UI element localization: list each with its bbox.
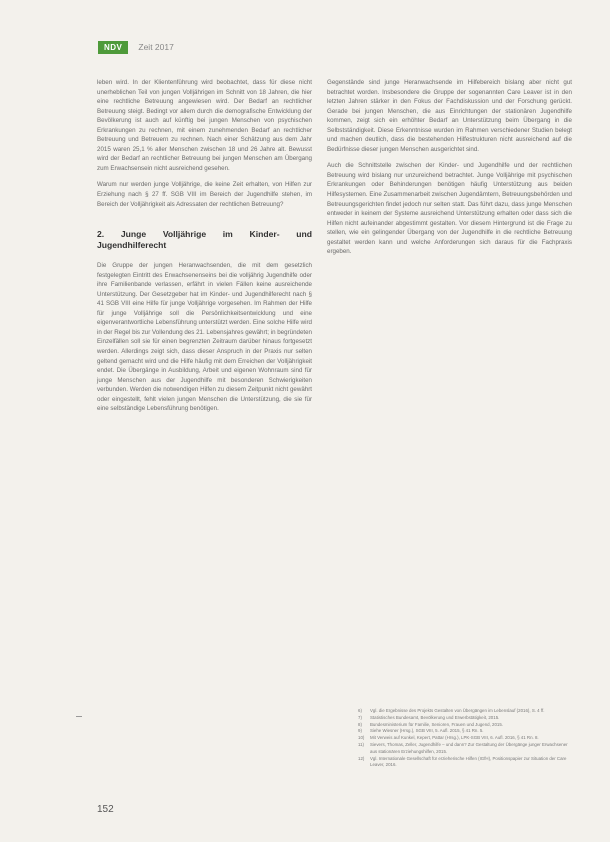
footnote-text: Siehe Wiesner (Hrsg.), SGB VIII, 5. Aufl. 2015, § 41 Rn. 5. [370,728,484,734]
footnote-number: 12) [358,755,365,761]
paragraph: leben wird. In der Klientenführung wird beobachtet, dass für diese nicht unerheblichen Teil von jungen Volljährigen im Schnitt von 18 Jahren, die hier eine rechtliche Betreuung angewiesen wird. Der Bedarf an rechtlicher Betreuung steigt. Bedingt vor allem durch die demografische Entwicklung der Bevölkerung ist auch auf künftig bei jungen Menschen von psychischen Erkrankungen zu rechnen, mit einem zunehmenden Bedarf an rechtlicher Betreuung und Betreuern zu rechnen. Nach einer Schätzung aus dem Jahr 2015 waren 25,1 % aller Menschen zwischen 18 und 26 Jahre alt. Bewusst wird der Bedarf an rechtlicher Betreuung bei jungen Menschen am Übergang zum Erwachsensein nicht ausreichend gesehen. [97,79,312,172]
left-column [97,78,312,421]
paragraph: Auch die Schnittstelle zwischen der Kinder- und Jugendhilfe und der rechtlichen Betreuung wird bislang nur unzureichend betrachtet. Junge Volljährige mit psychischen Erkrankungen oder Behinderungen benötigen häufig Unterstützung aus beiden Hilfesystemen. Eine Zusammenarbeit zwischen Jugendämtern, Betreuungsbehörden und Betreuungsgerichten findet jedoch nur selten statt. Das führt dazu, dass junge Menschen entweder in keinem der Systeme ausreichend Unterstützung erhalten oder dass sich die Hilfen nicht aufeinander abgestimmt gestalten. Vor diesem Hintergrund ist die Frage zu stellen, wie ein gelingender Übergang von der Jugendhilfe in die rechtliche Betreuung gestaltet werden kann und welche Anforderungen sich daraus für die Fachpraxis ergeben. [327,162,572,256]
footnote-number: 8) [358,721,362,727]
footnote-text: Vgl. die Ergebnisse des Projekts Gestalten von Übergängen im Lebenslauf (2016), S. 4 ff. [370,708,545,713]
journal-badge: NDV [98,41,128,54]
paragraph: Die Gruppe der jungen Heranwachsenden, die mit dem gesetzlich festgelegten Eintritt des Erwachsenenseins bei die volljährig Jugendhilfe oder ihre Familienbande verlassen, erfährt in vielen Fällen keine ausreichende Unterstützung. Der Gesetzgeber hat im Kinder- und Jugendhilferecht nach § 41 SGB VIII eine Hilfe für junge Volljährige vorgesehen. Im Rahmen der Hilfe für junge Volljährige soll die Persönlichkeitsentwicklung und eine eigenverantwortliche Lebensführung unterstützt werden. Eine solche Hilfe wird in der Regel bis zur Vollendung des 21. Lebensjahres gewährt; in begründeten Einzelfällen soll sie für einen begrenzten Zeitraum darüber hinaus fortgesetzt werden. Allerdings zeigt sich, dass dieser Anspruch in der Praxis nur selten geltend gemacht wird und die Hilfe häufig mit dem Erreichen der Volljährigkeit endet. Die Übergänge in Ausbildung, Arbeit und eigenen Wohnraum sind für junge Menschen aus der Jugendhilfe mit besonderen Schwierigkeiten verbunden. Werden die notwendigen Hilfen zu diesem Zeitpunkt nicht gewährt oder eingestellt, fehlt vielen jungen Menschen die Unterstützung, die sie für eine selbständige Lebensführung benötigen. [97,262,312,413]
footnote [358,735,572,742]
footnote-text: Sievers, Thomas, Zeller, Jugendhilfe – und dann? Zur Gestaltung der Übergänge junger Erwachsener aus stationären Erziehungshilfen, 2015. [370,741,568,754]
footnote [358,708,572,715]
footnote-text: Vgl. Internationale Gesellschaft für erzieherische Hilfen (IGfH), Positionspapier zur Situation der Care Leaver, 2016. [370,755,567,768]
footnote-number: 7) [358,714,362,720]
issue-label: Zeit 2017 [138,42,174,52]
section-heading: 2. Junge Volljährige im Kinder- und Jugendhilferecht [97,229,312,251]
footnote-number: 6) [358,708,362,713]
footnote-number: 10) [358,735,365,741]
margin-mark [76,716,82,717]
footnotes [358,708,572,769]
footnote-text: Bundesministerium für Familie, Senioren, Frauen und Jugend, 2015. [370,721,504,727]
footnote-text: Mit Verweis auf Kunkel, Kepert, Pattar (Hrsg.), LPK-SGB VIII, 6. Aufl. 2016, § 41 Rn. 8. [370,735,539,741]
page-number: 152 [97,804,114,815]
footnote [358,715,572,722]
footnote-number: 11) [358,741,365,747]
paragraph: Warum nur werden junge Volljährige, die keine Zeit erhalten, von Hilfen zur Erziehung nach § 27 ff. SGB VIII im Bereich der Jugendhilfe stehen, im Bereich der Volljährigkeit als Adressaten der rechtlichen Betreuung? [97,181,312,208]
footnote [358,742,572,756]
footnote [358,722,572,729]
footnote [358,728,572,735]
page-header [98,40,174,54]
paragraph: Gegenstände sind junge Heranwachsende im Hilfebereich bislang aber nicht gut betrachtet worden. Insbesondere die Gruppe der sogenannten Care Leaver ist in den letzten Jahren stärker in den Fokus der Fachdiskussion und der Forschung gerückt. Gerade bei jungen Menschen, die aus Einrichtungen der stationären Jugendhilfe kommen, zeigt sich ein erhöhter Bedarf an Unterstützung beim Übergang in die Selbstständigkeit. Diese Erkenntnisse wurden im Rahmen verschiedener Studien belegt und machen deutlich, dass die bestehenden Hilfestrukturen nicht ausreichend auf die Bedürfnisse dieser jungen Menschen ausgerichtet sind. [327,79,572,153]
footnote-number: 9) [358,728,362,734]
right-column [327,78,572,264]
footnote [358,756,572,770]
footnote-text: Statistisches Bundesamt, Bevölkerung und Erwerbstätigkeit, 2015. [370,714,500,720]
